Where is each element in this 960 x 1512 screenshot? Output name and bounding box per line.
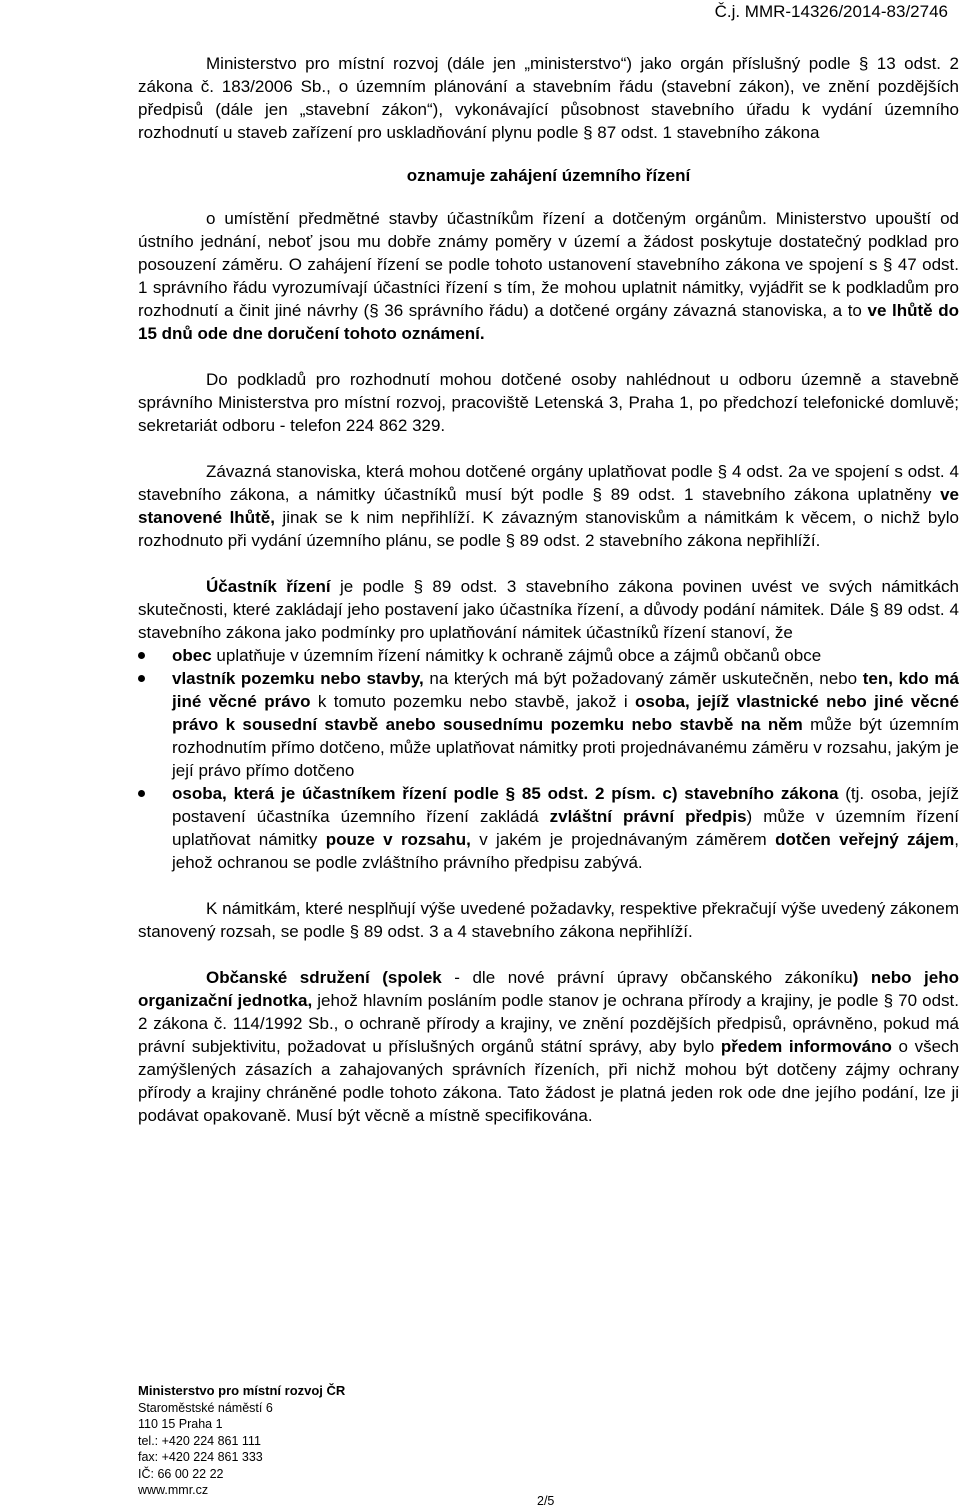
- notice-paragraph: [138, 207, 959, 345]
- footer-city: 110 15 Praha 1: [138, 1417, 223, 1431]
- objections-limit-paragraph: K námitkám, které nesplňují výše uvedené požadavky, respektive překračují výše uvedený zákonem stanovený rozsah, se podle § 89 odst. 3 a 4 stavebního zákona nepřihlíží.: [138, 899, 959, 941]
- bullet-3-text-2: ) může v územním řízení uplatňovat námitky: [172, 807, 959, 849]
- civic-term-1: Občanské sdružení (spolek: [206, 968, 442, 987]
- civic-text-1: - dle nové právní úpravy občanského zákoníku: [441, 968, 853, 987]
- document-reference-number: Č.j. MMR-14326/2014-83/2746: [714, 2, 948, 21]
- intro-paragraph: Ministerstvo pro místní rozvoj (dále jen „ministerstvo“) jako orgán příslušný podle § 13 odst. 2 zákona č. 183/2006 Sb., o územním plánování a stavebním řádu (stavební zákon), ve znění pozdějších předpisů (dále jen „stavební zákon“), vykonávající působnost stavebního úřadu k vydání územního rozhodnutí u staveb zařízení pro uskladňování plynu podle § 87 odst. 1 stavebního zákona: [138, 54, 959, 142]
- document-body: [138, 52, 959, 1127]
- bullet-3-text-4: , jehož ochranou se podle zvláštního právního předpisu zabývá.: [172, 830, 959, 872]
- bullet-2-text-1: na kterých má být požadovaný záměr uskutečněn, nebo: [423, 669, 863, 688]
- footer-fax: fax: +420 224 861 333: [138, 1450, 263, 1464]
- list-item: [138, 667, 959, 782]
- civic-term-2: ) nebo jeho organizační jednotka,: [138, 968, 959, 1010]
- deadline-text: ve lhůtě do 15 dnů ode dne doručení tohoto oznámení.: [138, 301, 959, 343]
- participant-paragraph: [138, 575, 959, 644]
- civic-association-paragraph: [138, 966, 959, 1127]
- bullet-icon: [138, 652, 145, 659]
- participant-term: Účastník řízení: [206, 577, 331, 596]
- binding-opinions-paragraph: [138, 460, 959, 552]
- bullet-icon: [138, 675, 145, 682]
- bullet-2-term-2: ten, kdo má jiné věcné právo: [172, 669, 960, 711]
- footer-website: www.mmr.cz: [138, 1483, 209, 1497]
- civic-text-3: o všech zamýšlených zásazích a zahajovaných správních řízeních, při nichž mohou být dotčeny zájmy ochrany přírody a krajiny chráněné podle tohoto zákona. Tato žádost je platná jeden rok ode dne jejího podání, lze ji podávat opakovaně. Musí být věcně a místně specifikována.: [138, 1037, 959, 1125]
- footer-contact: [138, 1383, 345, 1499]
- bullet-3-term-2: zvláštní právní předpis: [549, 807, 747, 826]
- inspection-paragraph: Do podkladů pro rozhodnutí mohou dotčené osoby nahlédnout u odboru územně a stavebně správního Ministerstva pro místní rozvoj, pracoviště Letenská 3, Praha 1, po předchozí telefonické domluvě; sekretariát odboru - telefon 224 862 329.: [138, 370, 959, 435]
- bullet-3-text-3: v jakém je projednávaným záměrem: [470, 830, 776, 849]
- footer-organization: Ministerstvo pro místní rozvoj ČR: [138, 1383, 346, 1398]
- binding-text-2: jinak se k nim nepřihlíží. K závazným stanoviskům a námitkám k věcem, o nichž bylo rozhodnuto při vydání územního plánu, se podle § 89 odst. 2 stavebního zákona nepřihlíží.: [138, 508, 960, 550]
- bullet-3-term: osoba, která je účastníkem řízení podle § 85 odst. 2 písm. c) stavebního zákona: [172, 784, 839, 803]
- footer-street: Staroměstské náměstí 6: [138, 1400, 273, 1415]
- list-item: [138, 782, 959, 874]
- civic-text-2: jehož hlavním posláním podle stanov je ochrana přírody a krajiny, je podle § 70 odst. 2 zákona č. 114/1992 Sb., o ochraně přírody a krajiny, ve znění pozdějších předpisů, oprávněno, pokud má právní subjektivitu, požadovat u příslušných orgánů státní správy, aby bylo: [138, 991, 960, 1056]
- list-item: [138, 644, 959, 667]
- bullet-3-term-4: dotčen veřejný zájem: [775, 830, 955, 849]
- objection-conditions-list: [138, 644, 959, 874]
- bullet-2-text-2: k tomuto pozemku nebo stavbě, jakož i: [310, 692, 635, 711]
- bullet-icon: [138, 790, 145, 797]
- bullet-1-text: uplatňuje v územním řízení námitky k ochraně zájmů obce a zájmů občanů obce: [211, 646, 822, 665]
- participant-text: je podle § 89 odst. 3 stavebního zákona povinen uvést ve svých námitkách skutečnosti, které zakládají jeho postavení jako účastníka řízení, a důvody podání námitek. Dále § 89 odst. 4 stavebního zákona jako podmínky pro uplatňování námitek účastníků řízení stanoví, že: [138, 577, 959, 642]
- page-number: 2/5: [537, 1494, 555, 1508]
- binding-text-1: Závazná stanoviska, která mohou dotčené orgány uplatňovat podle § 4 odst. 2a ve spojení s odst. 4 stavebního zákona, a námitky účastníků musí být podle § 89 odst. 1 stavebního zákona uplatněny: [138, 462, 959, 504]
- bullet-3-text-1: (tj. osoba, jejíž postavení účastníka územního řízení zakládá: [172, 784, 959, 826]
- footer-phone: tel.: +420 224 861 111: [138, 1433, 261, 1448]
- bullet-2-term-3: osoba, jejíž vlastnické nebo jiné věcné právo k sousední stavbě anebo sousednímu pozemku nebo stavbě na něm: [172, 692, 960, 734]
- bullet-3-term-3: pouze v rozsahu,: [325, 830, 471, 849]
- civic-term-3: předem informováno: [720, 1037, 892, 1056]
- bullet-2-term: vlastník pozemku nebo stavby,: [172, 669, 424, 688]
- binding-deadline: ve stanovené lhůtě,: [138, 485, 959, 527]
- footer-company-id: IČ: 66 00 22 22: [138, 1466, 224, 1481]
- announcement-heading: oznamuje zahájení územního řízení: [406, 166, 691, 185]
- bullet-2-text-3: může být územním rozhodnutím přímo dotčeno, může uplatňovat námitky proti projednávanému záměru v rozsahu, jakým je její právo přímo dotčeno: [172, 715, 959, 780]
- notice-text: o umístění předmětné stavby účastníkům řízení a dotčeným orgánům. Ministerstvo upouští od ústního jednání, neboť jsou mu dobře známy poměry v území a žádost poskytuje dostatečný podklad pro posouzení záměru. O zahájení řízení se podle tohoto ustanovení stavebního zákona ve spojení s § 47 odst. 1 správního řádu vyrozumívají účastníci řízení s tím, že mohou uplatnit námitky, vyjádřit se k podkladům pro rozhodnutí a činit jiné návrhy (§ 36 správního řádu) a dotčené orgány závazná stanoviska, a to: [138, 209, 959, 320]
- bullet-1-term: obec: [172, 646, 212, 665]
